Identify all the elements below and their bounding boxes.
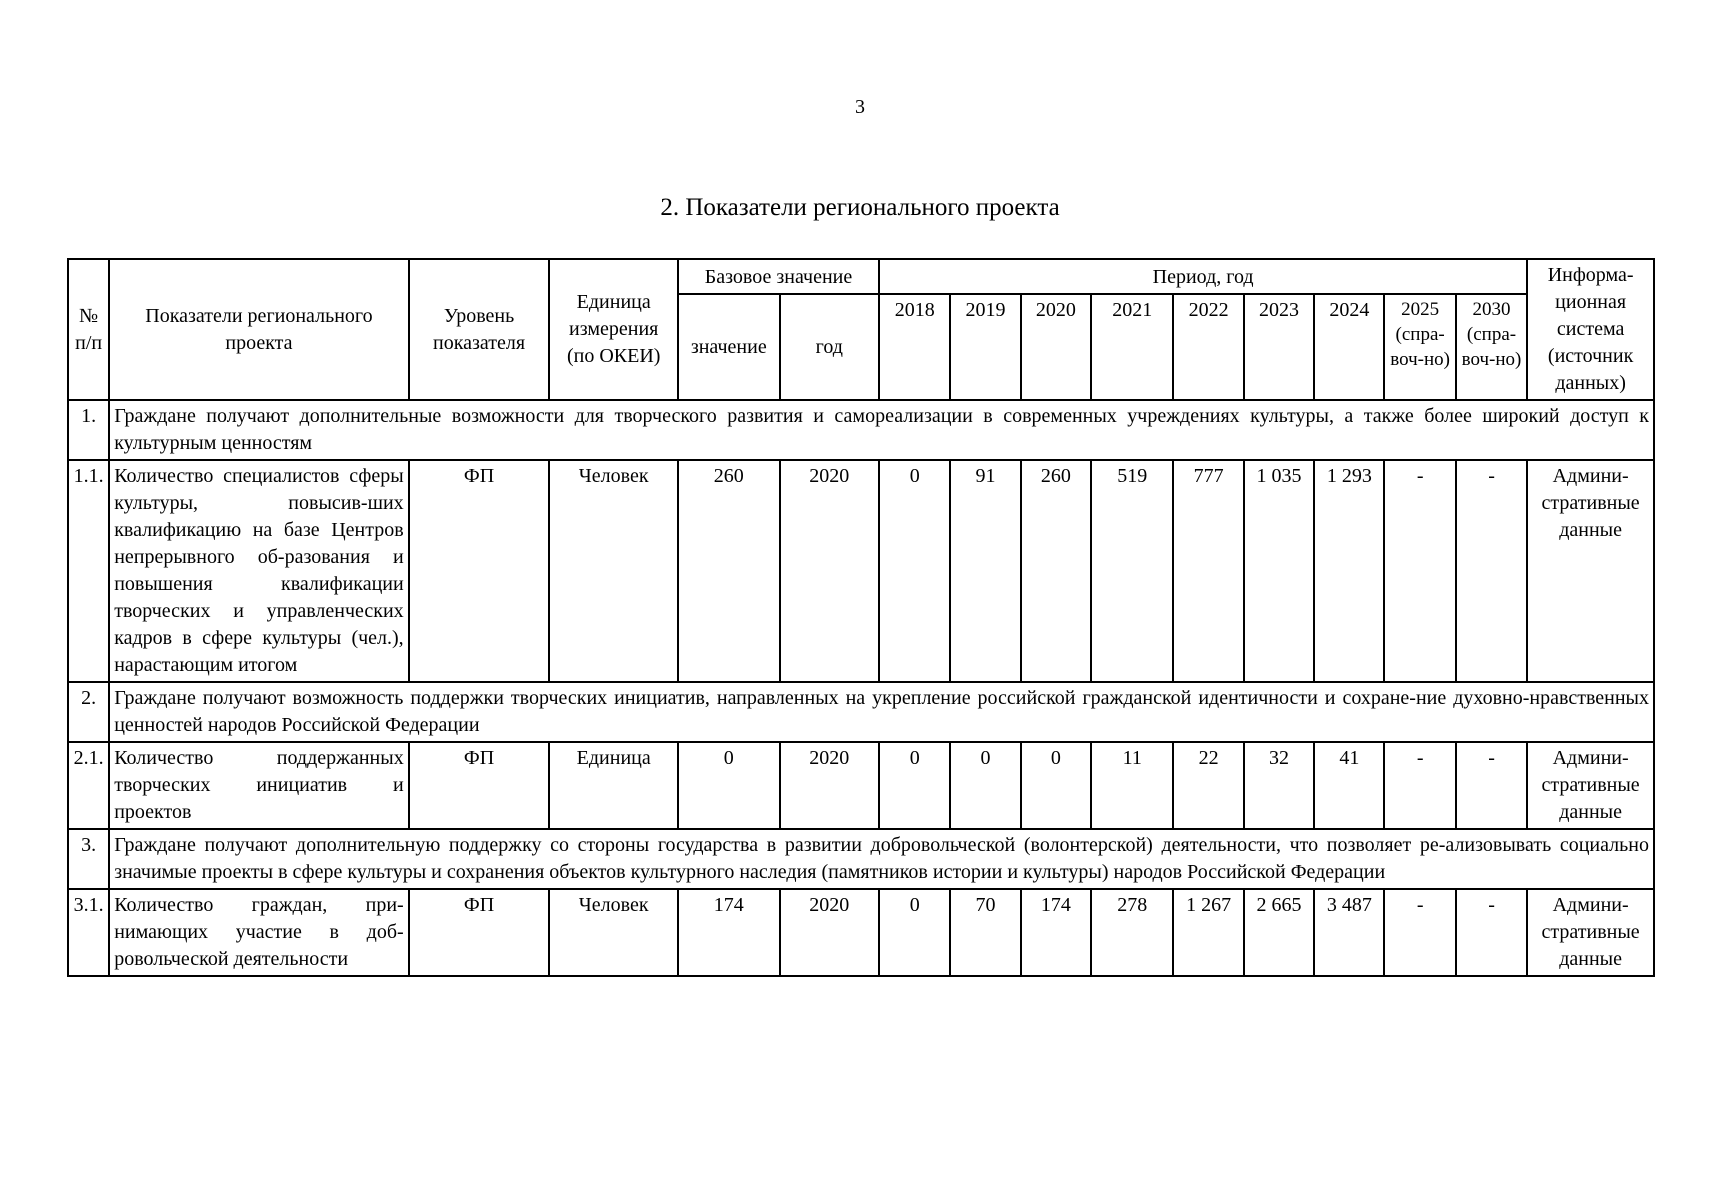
base-value: 260 (678, 460, 780, 682)
section-number: 2. (68, 682, 109, 742)
indicator-name: Количество граждан, при-нимающих участие в доб-ровольческой деятельности (109, 889, 408, 976)
ref-value: - (1384, 460, 1455, 682)
header-num: № п/п (68, 259, 109, 400)
indicator-level: ФП (409, 742, 550, 829)
header-base-year: год (780, 294, 880, 400)
base-year: 2020 (780, 889, 880, 976)
info-source: Админи-стративные данные (1527, 889, 1654, 976)
year-value: 0 (950, 742, 1020, 829)
section-number: 1. (68, 400, 109, 460)
indicator-row (68, 889, 1654, 976)
year-value: 278 (1091, 889, 1173, 976)
indicator-row (68, 460, 1654, 682)
base-year: 2020 (780, 742, 880, 829)
indicator-row (68, 742, 1654, 829)
row-number: 3.1. (68, 889, 109, 976)
year-value: 519 (1091, 460, 1173, 682)
year-value: 260 (1021, 460, 1091, 682)
header-level: Уровень показателя (409, 259, 550, 400)
year-value: 174 (1021, 889, 1091, 976)
ref-value: - (1456, 889, 1527, 976)
year-value: 2 665 (1244, 889, 1314, 976)
year-value: 1 267 (1173, 889, 1243, 976)
year-value: 70 (950, 889, 1020, 976)
info-source: Админи-стративные данные (1527, 742, 1654, 829)
ref-value: - (1384, 742, 1455, 829)
indicator-unit: Человек (549, 889, 678, 976)
document-title: 2. Показатели регионального проекта (660, 194, 1060, 221)
year-value: 11 (1091, 742, 1173, 829)
header-year: 2020 (1021, 294, 1091, 400)
ref-value: - (1384, 889, 1455, 976)
year-value: 777 (1173, 460, 1243, 682)
indicators-table (67, 258, 1655, 977)
header-period: Период, год (879, 259, 1527, 294)
header-year: 2019 (950, 294, 1020, 400)
header-unit: Единица измерения (по ОКЕИ) (549, 259, 678, 400)
indicator-level: ФП (409, 889, 550, 976)
header-base-value: значение (678, 294, 780, 400)
year-value: 41 (1314, 742, 1384, 829)
year-value: 32 (1244, 742, 1314, 829)
section-text: Граждане получают возможность поддержки творческих инициатив, направленных на укрепление российской гражданской идентичности и сохране-ние духовно-нравственных ценностей народов Российской Федерации (109, 682, 1654, 742)
header-year: 2021 (1091, 294, 1173, 400)
header-row-1 (68, 259, 1654, 294)
header-indicator: Показатели регионального проекта (109, 259, 408, 400)
year-value: 1 035 (1244, 460, 1314, 682)
indicator-level: ФП (409, 460, 550, 682)
year-value: 22 (1173, 742, 1243, 829)
base-value: 174 (678, 889, 780, 976)
indicator-name: Количество специалистов сферы культуры, повысив-ших квалификацию на базе Центров непрерывного об-разования и повышения квалификации творческих и управленческих кадров в сфере культуры (чел.), нарастающим итогом (109, 460, 408, 682)
year-value: 0 (879, 460, 950, 682)
header-year: 2022 (1173, 294, 1243, 400)
section-row (68, 829, 1654, 889)
row-number: 1.1. (68, 460, 109, 682)
page-number: 3 (855, 96, 865, 118)
section-row (68, 682, 1654, 742)
year-value: 0 (879, 889, 950, 976)
header-ref-year: 2025 (спра-воч-но) (1384, 294, 1455, 400)
year-value: 3 487 (1314, 889, 1384, 976)
indicator-unit: Единица (549, 742, 678, 829)
header-year: 2023 (1244, 294, 1314, 400)
year-value: 0 (879, 742, 950, 829)
indicator-name: Количество поддержанных творческих инициатив и проектов (109, 742, 408, 829)
base-value: 0 (678, 742, 780, 829)
base-year: 2020 (780, 460, 880, 682)
header-year: 2018 (879, 294, 950, 400)
year-value: 91 (950, 460, 1020, 682)
header-info-system: Информа-ционная система (источник данных) (1527, 259, 1654, 400)
ref-value: - (1456, 460, 1527, 682)
row-number: 2.1. (68, 742, 109, 829)
section-row (68, 400, 1654, 460)
section-number: 3. (68, 829, 109, 889)
header-base: Базовое значение (678, 259, 879, 294)
info-source: Админи-стративные данные (1527, 460, 1654, 682)
year-value: 1 293 (1314, 460, 1384, 682)
header-year: 2024 (1314, 294, 1384, 400)
header-ref-year: 2030 (спра-воч-но) (1456, 294, 1527, 400)
indicator-unit: Человек (549, 460, 678, 682)
ref-value: - (1456, 742, 1527, 829)
year-value: 0 (1021, 742, 1091, 829)
section-text: Граждане получают дополнительные возможности для творческого развития и самореализации в современных учреждениях культуры, а также более широкий доступ к культурным ценностям (109, 400, 1654, 460)
section-text: Граждане получают дополнительную поддержку со стороны государства в развитии добровольческой (волонтерской) деятельности, что позволяет ре-ализовывать социально значимые проекты в сфере культуры и сохранения объектов культурного наследия (памятников истории и культуры) народов Российской Федерации (109, 829, 1654, 889)
